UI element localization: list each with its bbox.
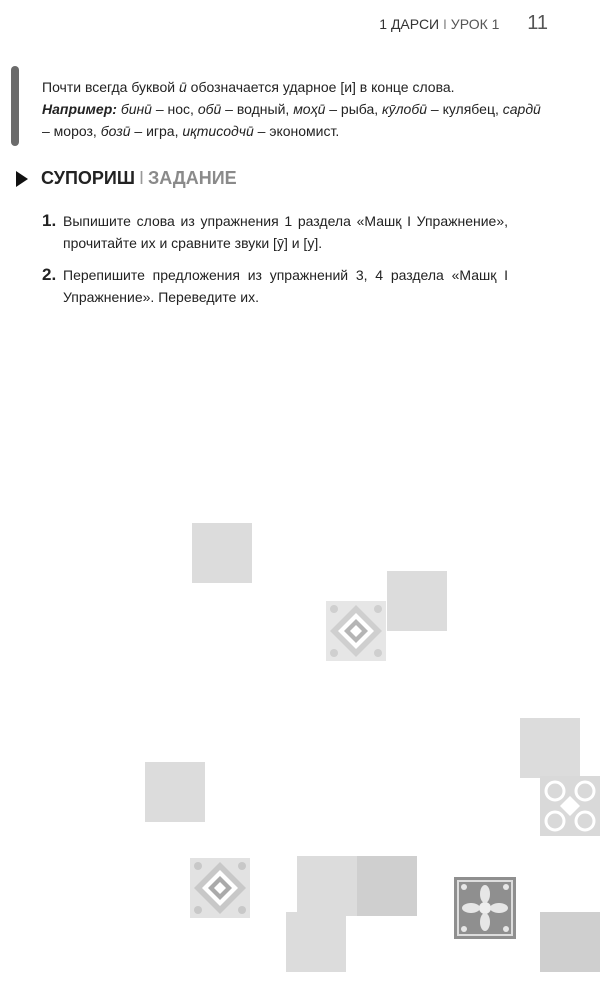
running-header bbox=[379, 12, 548, 35]
example-label: Например: bbox=[42, 101, 117, 117]
task-text: Выпишите слова из упражнения 1 раздела «Машқ I Упражнение», прочитайте их и сравните звуки [ӯ] и [у]. bbox=[63, 213, 508, 251]
example-word: бозӣ bbox=[100, 123, 131, 139]
ornament-floral-icon bbox=[540, 776, 600, 836]
ornament-diamond-icon bbox=[190, 858, 250, 918]
example-word: сардӣ bbox=[502, 101, 541, 117]
task-title-separator: I bbox=[138, 168, 144, 188]
ornament-flower-icon bbox=[454, 877, 516, 939]
example-word: бинӣ bbox=[120, 101, 152, 117]
example-word: моҳӣ bbox=[293, 101, 326, 117]
example-word: кӯлобӣ bbox=[382, 101, 427, 117]
task-title-ru: ЗАДАНИЕ bbox=[147, 168, 237, 188]
decorative-square bbox=[520, 718, 580, 778]
decorative-square bbox=[192, 523, 252, 583]
task-item bbox=[42, 210, 508, 254]
decorative-square bbox=[286, 912, 346, 972]
task-number: 2. bbox=[42, 265, 57, 284]
decorative-square bbox=[357, 856, 417, 916]
task-text: Перепишите предложения из упражнений 3, 4 раздела «Машқ I Упражнение». Переведите их. bbox=[63, 267, 508, 305]
ornament-diamond-icon bbox=[326, 601, 386, 661]
decorative-square bbox=[387, 571, 447, 631]
rule-text: Почти всегда буквой ӣ обозначается ударное [и] в конце слова. bbox=[42, 79, 455, 95]
example-word: обӣ bbox=[197, 101, 222, 117]
lesson-tj: 1 ДАРСИ bbox=[379, 16, 440, 32]
task-title-tj: СУПОРИШ bbox=[41, 168, 135, 188]
task-item bbox=[42, 264, 508, 308]
task-list bbox=[42, 210, 508, 318]
rule-note bbox=[42, 76, 552, 142]
example-word: иқтисодчӣ bbox=[182, 123, 254, 139]
page-number: 11 bbox=[527, 12, 548, 34]
play-triangle-icon bbox=[16, 171, 28, 187]
header-separator: I bbox=[443, 16, 447, 32]
decorative-square bbox=[297, 856, 357, 916]
task-heading bbox=[16, 168, 237, 189]
task-number: 1. bbox=[42, 211, 57, 230]
decorative-square bbox=[145, 762, 205, 822]
note-accent-bar bbox=[11, 66, 19, 146]
decorative-square bbox=[540, 912, 600, 972]
examples-line: Например: бинӣ – нос, обӣ – водный, моҳӣ – рыба, кӯлобӣ – кулябец, сардӣ – мороз, бозӣ – игра, иқтисодчӣ – экономист. bbox=[42, 101, 541, 139]
lesson-ru: УРОК 1 bbox=[450, 16, 500, 32]
